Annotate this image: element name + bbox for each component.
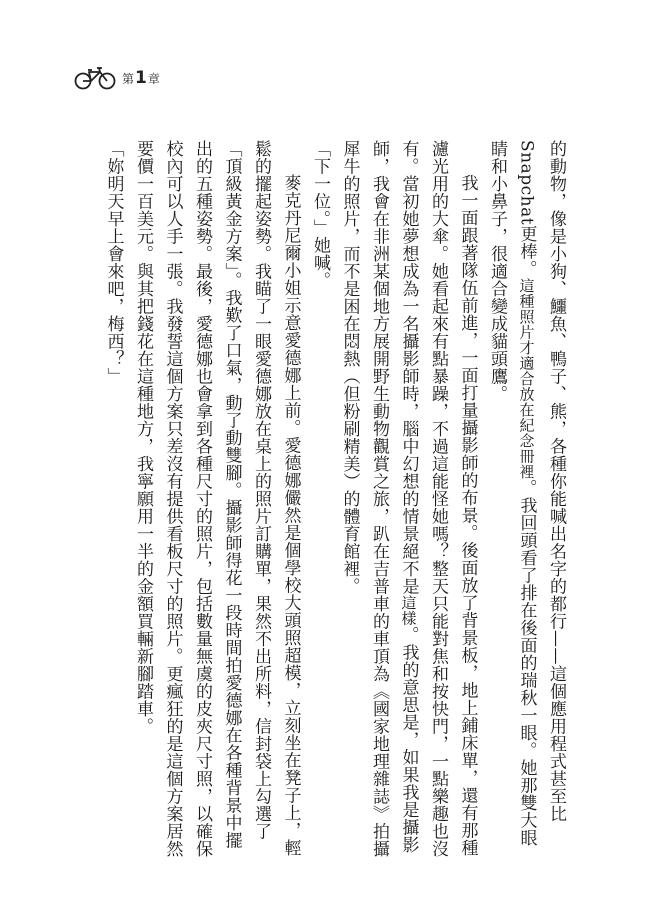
- paragraph-p3: [305, 140, 335, 860]
- paragraph-text: 。我的意思是，如果我是攝影師，我會在非洲某個地方展開野生動物觀賞之旅，趴在吉普車的車頂為《國家地理雜誌》拍攝犀牛的照片，而不是困在悶熱（但粉刷精美）的體育館裡。: [339, 140, 419, 858]
- paragraph-text: 麥克丹尼爾小姐示意愛德娜上前。愛德娜儼然是個學校大頭照超模，立刻坐在凳子上，輕鬆的擺起姿勢。我瞄了一眼愛德娜放在桌上的照片訂購單，果然不出所料，信封袋上勾選了「頂級黃金方案」。我歎了口氣，動了動雙腳。攝影師得花一段時間拍愛德娜在各種背景中擺出的五種姿勢。最後，愛德娜也會拿到各種尺寸的照片，包括數量無虞的皮夾尺寸照，以確保校內可以人手一張。我發誓這個方案只差沒有提供看板尺寸的照片。更瘋狂的是這個方案居然要價一百美元。與其把錢花在這種地方，我寧願用一半的金額買輛新腳踏車。: [133, 140, 301, 858]
- paragraph-p4: [128, 140, 305, 860]
- chapter-label: [122, 68, 160, 88]
- chapter-number: 1: [135, 68, 147, 88]
- paragraph-text: 「下一位。」她喊。: [310, 140, 330, 289]
- chapter-prefix: 第: [122, 72, 135, 86]
- paragraph-text: 。我回頭看了排在後面的瑞秋一眼。她那雙大眼睛和小鼻子，很適合變成貓頭鷹。: [487, 140, 537, 847]
- bicycle-icon: [74, 66, 116, 90]
- paragraph-text: 我一面跟著隊伍前進，一面打量攝影師的布景。後面放了背景板，地上鋪床單，還有那種濾光用的大傘。她看起來有點暴躁，不過這能怪她嗎？整天只能對焦和按快門，一點樂趣也沒有。當初她夢想成為一名攝影師時，腦中幻想的情景絕不是: [398, 140, 478, 858]
- paragraph-p2: [334, 140, 482, 860]
- chapter-suffix: 章: [147, 72, 160, 86]
- paragraph-text: 「妳明天早上會來吧，梅西？」: [103, 140, 124, 385]
- paragraph-text: 的動物，像是小狗、鱷魚、鴨子、熊，各種你能喊出名字的都行——這個應用程式甚至比Snapchat更棒。: [516, 140, 566, 823]
- body-text: [98, 140, 570, 860]
- paragraph-p1: [482, 140, 571, 860]
- emphasis-text: 這樣: [399, 595, 418, 626]
- emphasis-text: 這種照片才適合放在紀念冊裡: [517, 277, 536, 480]
- running-header: [74, 66, 160, 90]
- paragraph-p5: [98, 140, 128, 860]
